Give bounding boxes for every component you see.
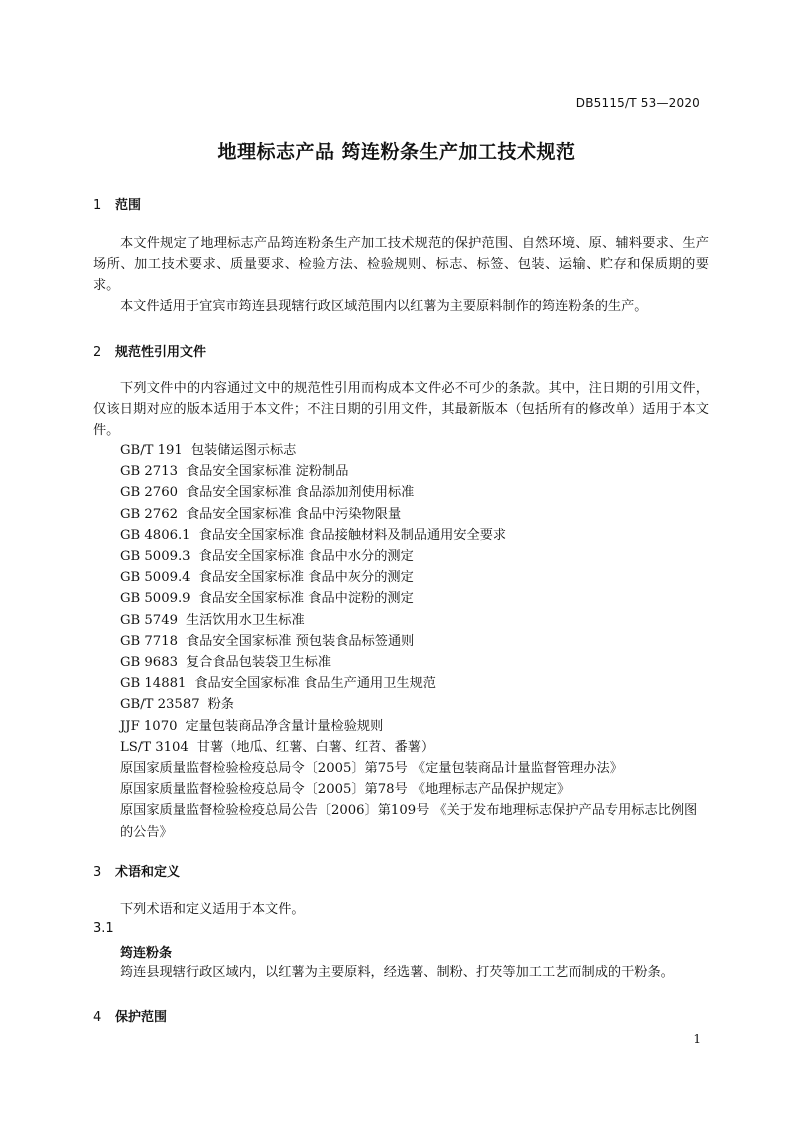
reference-item <box>120 779 712 800</box>
reference-title: 食品安全国家标准 食品生产通用卫生规范 <box>194 676 436 692</box>
reference-item <box>120 610 712 631</box>
section-heading-terms <box>93 861 180 880</box>
reference-title: 包装储运图示标志 <box>190 443 297 458</box>
reference-code: GB 4806.1 <box>120 527 191 543</box>
document-title: 地理标志产品 筠连粉条生产加工技术规范 <box>217 141 576 163</box>
reference-code: GB/T 23587 <box>120 697 200 713</box>
section-title: 术语和定义 <box>115 865 181 880</box>
section-number: 4 <box>93 1010 102 1025</box>
page-number: 1 <box>693 1032 701 1046</box>
scope-paragraph-2: 本文件适用于宜宾市筠连县现辖行政区域范围内以红薯为主要原料制作的筠连粉条的生产。 <box>120 299 648 314</box>
term-number: 3.1 <box>93 921 114 936</box>
reference-code: GB 7718 <box>120 633 178 649</box>
reference-item <box>120 737 712 758</box>
standard-code: DB5115/T 53—2020 <box>575 96 700 110</box>
reference-code: GB 2760 <box>120 485 178 501</box>
reference-code: GB 5009.4 <box>120 570 191 586</box>
scope-paragraph-1: 本文件规定了地理标志产品筠连粉条生产加工技术规范的保护范围、自然环境、原、辅料要求、生产场所、加工技术要求、质量要求、检验方法、检验规则、标志、标签、包装、运输、贮存和保质期的要求。 <box>93 236 709 294</box>
reference-item <box>120 440 712 461</box>
reference-code: GB 5009.3 <box>120 549 191 565</box>
reference-item <box>120 694 712 715</box>
reference-title: 食品安全国家标准 食品中污染物限量 <box>185 506 402 522</box>
reference-item <box>120 716 712 737</box>
reference-item <box>120 546 712 567</box>
reference-title: 食品安全国家标准 食品中水分的测定 <box>198 549 414 565</box>
section-title: 保护范围 <box>115 1010 168 1025</box>
reference-title: 食品安全国家标准 食品中灰分的测定 <box>198 570 414 586</box>
reference-item <box>120 461 712 482</box>
term-name: 筠连粉条 <box>120 946 173 961</box>
reference-title: 复合食品包装袋卫生标准 <box>185 655 332 671</box>
section-heading-normative <box>93 341 206 360</box>
term-definition: 筠连县现辖行政区域内，以红薯为主要原料，经选薯、制粉、打芡等加工工艺而制成的干粉条。 <box>120 965 674 980</box>
reference-code: GB 2713 <box>120 464 178 480</box>
reference-item <box>120 673 712 694</box>
reference-item <box>120 504 712 525</box>
reference-title: 甘薯（地瓜、红薯、白薯、红苕、番薯） <box>196 739 435 755</box>
reference-title: 食品安全国家标准 食品添加剂使用标准 <box>185 485 415 501</box>
section-title: 范围 <box>115 198 142 213</box>
reference-code: GB/T 191 <box>120 443 183 458</box>
reference-title: 原国家质量监督检验检疫总局令〔2005〕第78号 《地理标志产品保护规定》 <box>120 782 571 798</box>
reference-item <box>120 631 712 652</box>
section-heading-protection <box>93 1006 167 1025</box>
reference-code: GB 5749 <box>120 612 178 628</box>
reference-list <box>120 440 712 843</box>
reference-item <box>120 588 712 609</box>
reference-code: GB 14881 <box>120 676 187 692</box>
reference-item <box>120 758 712 779</box>
reference-title: 食品安全国家标准 淀粉制品 <box>185 464 349 480</box>
reference-code: GB 5009.9 <box>120 591 191 607</box>
normative-intro: 下列文件中的内容通过文中的规范性引用而构成本文件必不可少的条款。其中，注日期的引用文件，仅该日期对应的版本适用于本文件；不注日期的引用文件，其最新版本（包括所有的修改单）适用于本文件。 <box>93 381 709 439</box>
reference-code: JJF 1070 <box>120 718 178 734</box>
section-number: 1 <box>93 198 102 213</box>
reference-title: 食品安全国家标准 食品接触材料及制品通用安全要求 <box>198 527 507 543</box>
section-number: 3 <box>93 865 102 880</box>
reference-code: LS/T 3104 <box>120 739 189 755</box>
reference-item <box>120 525 712 546</box>
section-title: 规范性引用文件 <box>115 345 207 360</box>
section-heading-scope <box>93 194 141 213</box>
reference-item <box>120 652 712 673</box>
reference-title: 原国家质量监督检验检疫总局公告〔2006〕第109号 《关于发布地理标志保护产品专用标志比例图的公告》 <box>120 803 698 840</box>
reference-title: 生活饮用水卫生标准 <box>185 612 305 628</box>
reference-code: GB 2762 <box>120 506 178 522</box>
reference-code: GB 9683 <box>120 655 178 671</box>
terms-intro: 下列术语和定义适用于本文件。 <box>120 902 305 917</box>
reference-item <box>120 567 712 588</box>
section-number: 2 <box>93 345 102 360</box>
reference-title: 原国家质量监督检验检疫总局令〔2005〕第75号 《定量包装商品计量监督管理办法》 <box>120 761 623 777</box>
reference-title: 定量包装商品净含量计量检验规则 <box>185 718 384 734</box>
reference-title: 粉条 <box>207 697 234 713</box>
reference-title: 食品安全国家标准 预包装食品标签通则 <box>185 633 415 649</box>
reference-item <box>120 800 710 842</box>
reference-title: 食品安全国家标准 食品中淀粉的测定 <box>198 591 414 607</box>
reference-item <box>120 482 712 503</box>
